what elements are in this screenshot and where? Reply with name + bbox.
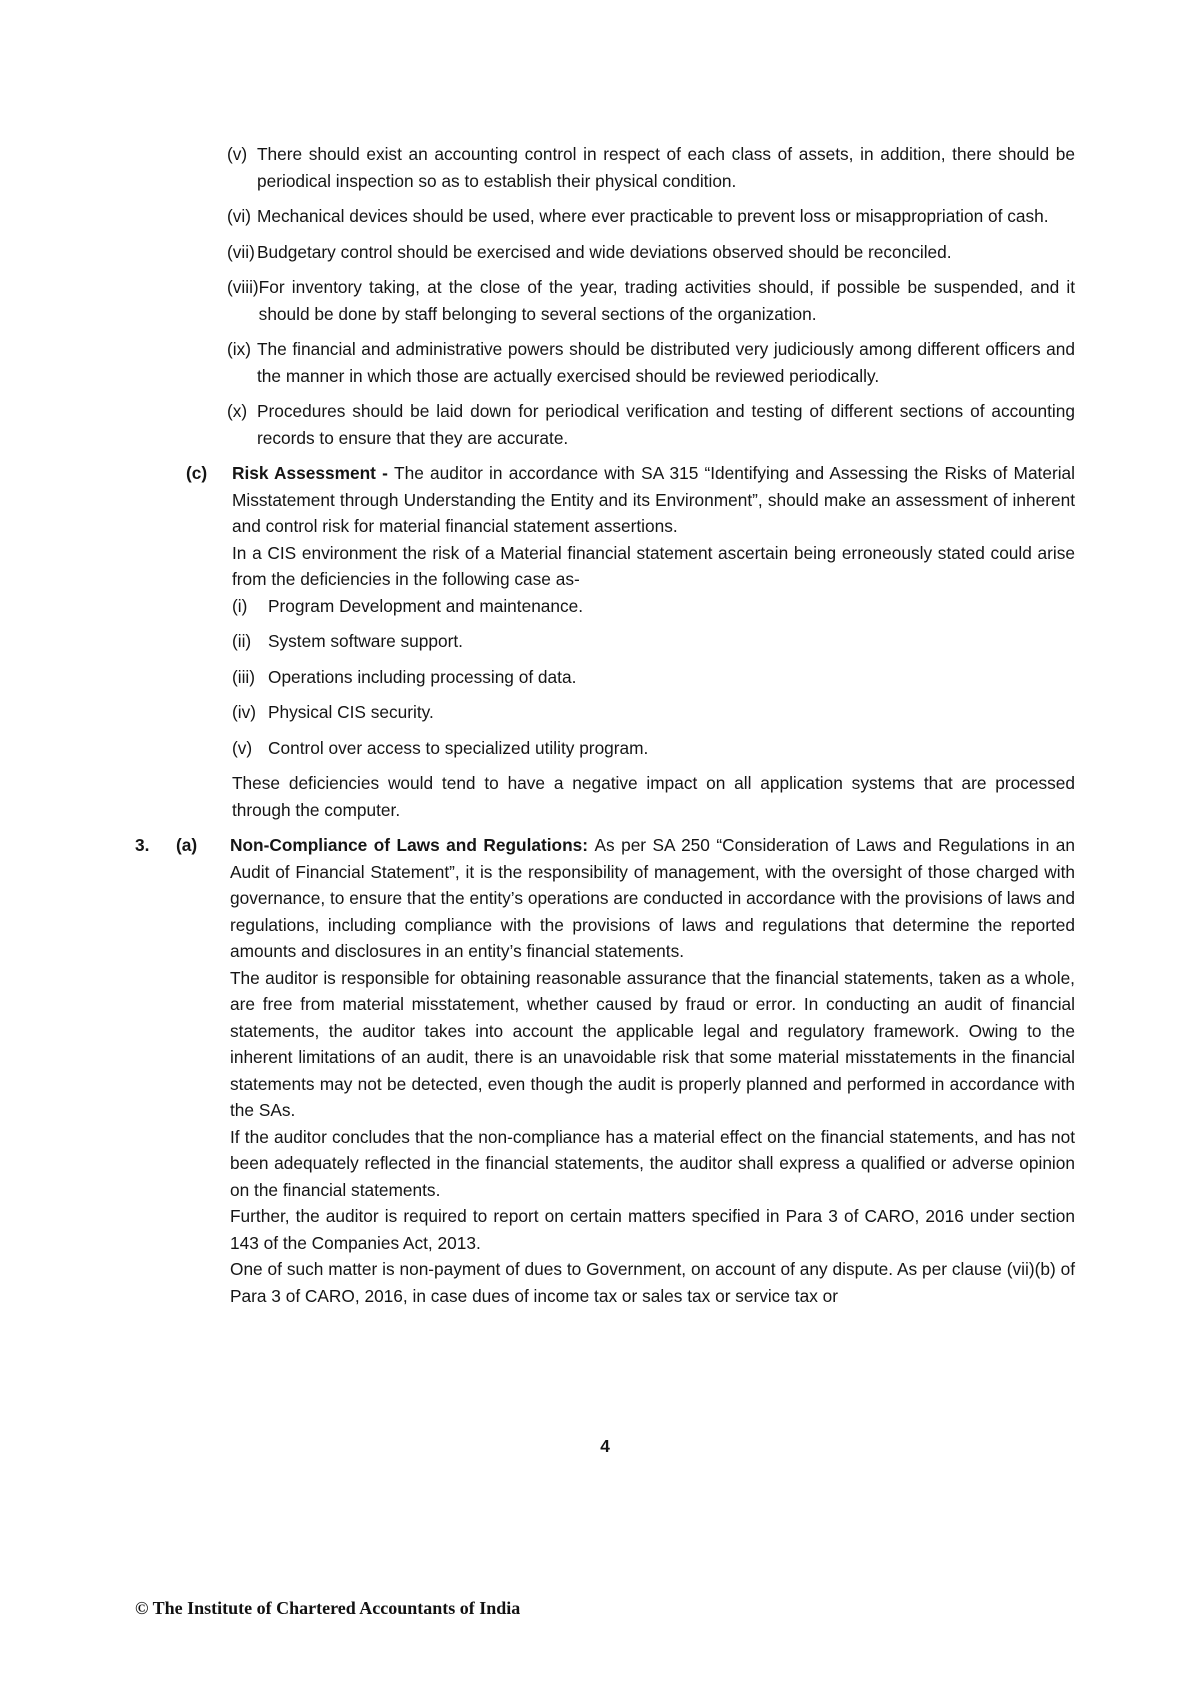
list-item-vi <box>227 203 1075 230</box>
list-item-text: The financial and administrative powers should be distributed very judiciously among different officers and the manner in which those are actually exercised should be reviewed periodically. <box>257 339 1075 386</box>
list-marker: (c) <box>186 463 208 483</box>
list-marker: (iv) <box>232 702 256 722</box>
list-marker: (iii) <box>232 666 256 687</box>
list-marker: (x) <box>227 401 248 421</box>
paragraph-risk-assessment <box>232 460 1075 540</box>
list-item-text: Procedures should be laid down for periodical verification and testing of different sections of accounting records to ensure that they are accurate. <box>257 401 1075 448</box>
copyright-footer: © The Institute of Chartered Accountants of India <box>135 1598 521 1618</box>
list-marker: (viii) <box>227 277 259 297</box>
paragraph-text: The auditor in accordance with SA 315 “Identifying and Assessing the Risks of Material Misstatement through Understanding the Entity and its Environment”, should make an assessment of inherent and control risk for material financial statement assertions. <box>232 463 1076 536</box>
deficiency-item-v <box>232 735 1075 762</box>
list-marker: (vi) <box>227 206 251 226</box>
list-item-ix <box>227 336 1075 389</box>
list-item-text: For inventory taking, at the close of the year, trading activities should, if possible be suspended, and it should be done by staff belonging to several sections of the organization. <box>258 277 1075 324</box>
list-marker: (vii) <box>227 241 255 262</box>
list-marker: (a) <box>176 835 198 855</box>
paragraph-text: As per SA 250 “Consideration of Laws and Regulations in an Audit of Financial Statement”, it is the responsibility of management, with the oversight of those charged with governance, to ensure that the entity’s operations are conducted in accordance with the provisions of laws and regulations, including compliance with the provisions of laws and regulations that determine the reported amounts and disclosures in an entity’s financial statements. <box>230 835 1075 961</box>
deficiency-item-iii <box>232 664 1075 691</box>
paragraph-auditor-concludes: If the auditor concludes that the non-compliance has a material effect on the financial statements, and has not been adequately reflected in the financial statements, the auditor shall express a qualified or adverse opinion on the financial statements. <box>230 1126 1075 1200</box>
section-3-item-a <box>135 832 1075 1309</box>
paragraph-non-compliance <box>230 832 1075 965</box>
list-item-text: Operations including processing of data. <box>268 666 577 687</box>
list-item-viii <box>227 274 1075 327</box>
paragraph-non-payment-dues: One of such matter is non-payment of dues to Government, on account of any dispute. As per clause (vii)(b) of Para 3 of CARO, 2016, in case dues of income tax or sales tax or service tax or <box>230 1259 1075 1306</box>
list-item-text: Control over access to specialized utility program. <box>268 737 649 758</box>
list-item-text: Program Development and maintenance. <box>268 595 584 616</box>
list-item-text: Mechanical devices should be used, where ever practicable to prevent loss or misappropriation of cash. <box>257 206 1049 226</box>
paragraph-caro-report: Further, the auditor is required to report on certain matters specified in Para 3 of CARO, 2016 under section 143 of the Companies Act, 2013. <box>230 1206 1075 1253</box>
page-content <box>135 141 1075 1318</box>
run-in-heading: Risk Assessment - <box>232 463 395 483</box>
page-number: 4 <box>600 1436 610 1456</box>
item-c-risk-assessment <box>186 460 1075 823</box>
list-item-v <box>227 141 1075 194</box>
paragraph-deficiency-impact: These deficiencies would tend to have a negative impact on all application systems that are processed through the computer. <box>232 773 1075 820</box>
deficiency-item-iv <box>232 699 1075 726</box>
list-item-text: There should exist an accounting control in respect of each class of assets, in addition, there should be periodical inspection so as to establish their physical condition. <box>257 144 1075 191</box>
deficiency-item-i <box>232 593 1075 620</box>
list-item-text: Budgetary control should be exercised and wide deviations observed should be reconciled. <box>257 241 952 262</box>
list-item-vii <box>227 239 1075 266</box>
list-item-x <box>227 398 1075 451</box>
list-marker: (v) <box>227 144 248 164</box>
paragraph-cis-environment: In a CIS environment the risk of a Material financial statement ascertain being erroneously stated could arise from the deficiencies in the following case as- <box>232 542 1075 589</box>
list-item-text: Physical CIS security. <box>268 702 434 722</box>
list-marker: (ix) <box>227 339 251 359</box>
list-marker: (v) <box>232 737 253 758</box>
list-item-text: System software support. <box>268 631 463 651</box>
deficiency-item-ii <box>232 628 1075 655</box>
item-c-body <box>232 460 1075 823</box>
list-marker: (i) <box>232 595 248 616</box>
list-marker: (ii) <box>232 631 252 651</box>
paragraph-auditor-responsibility: The auditor is responsible for obtaining reasonable assurance that the financial statements, taken as a whole, are free from material misstatement, whether caused by fraud or error. In conducting an audit of financial statements, the auditor takes into account the applicable legal and regulatory framework. Owing to the inherent limitations of an audit, there is an unavoidable risk that some material misstatements in the financial statements may not be detected, even though the audit is properly planned and performed in accordance with the SAs. <box>230 967 1075 1120</box>
run-in-heading: Non-Compliance of Laws and Regulations: <box>230 835 595 855</box>
item-a-body <box>230 832 1075 1309</box>
section-number: 3. <box>135 835 150 855</box>
